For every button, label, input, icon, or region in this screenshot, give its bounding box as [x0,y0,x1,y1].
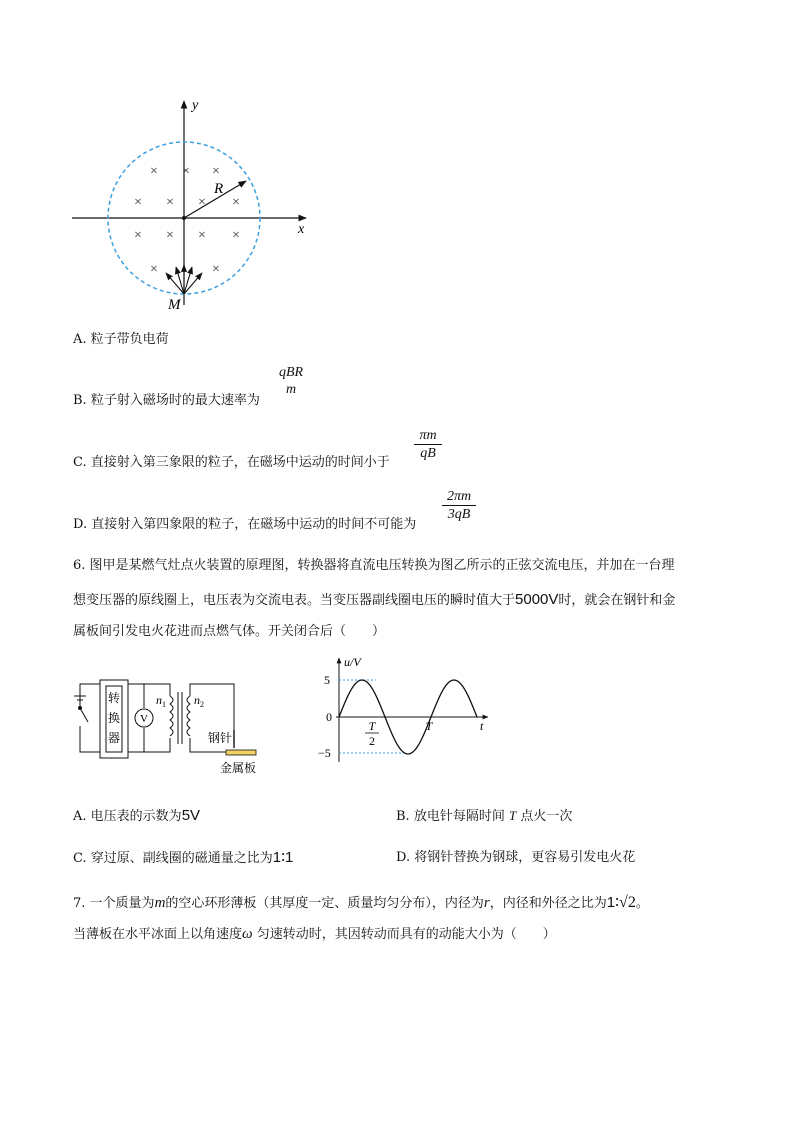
plate-label: 金属板 [220,761,257,775]
metal-plate [226,750,256,755]
tick-5: 5 [324,673,330,687]
q5-option-d[interactable]: D. 直接射入第四象限的粒子，在磁场中运动的时间不可能为 [73,517,417,532]
field-cross: × [166,228,174,243]
n2-label: $n_2$ [194,693,204,709]
field-cross: × [182,164,190,179]
field-cross: × [150,262,158,277]
tick-t: T [425,719,433,733]
q5-c-fraction: πm qB [414,427,442,462]
voltmeter-label: V [140,713,148,725]
tick-half-t-den: 2 [369,734,375,748]
q5-option-b[interactable]: B. 粒子射入磁场时的最大速率为 [73,393,260,408]
q6-option-b[interactable]: B. 放电针每隔时间 T 点火一次 [396,808,573,824]
tick-minus5: −5 [318,746,331,760]
svg-text:换: 换 [107,711,121,725]
q6-stem-line1: 6. 图甲是某燃气灶点火装置的原理图，转换器将直流电压转换为图乙所示的正弦交流电压，并加在一台理 [73,558,675,573]
field-cross: × [166,195,174,210]
radius-label: R [214,181,224,197]
q6-option-a[interactable]: A. 电压表的示数为5V [73,807,201,824]
q5-b-fraction: qBR m [278,365,304,397]
axis-y-label: y [192,98,199,113]
graph-xlabel: t [480,719,484,733]
q5-option-a[interactable]: A. 粒子带负电荷 [73,332,169,347]
axis-x-label: x [298,222,305,237]
svg-text:转: 转 [107,691,121,705]
point-m-label: M [168,297,181,313]
q6-stem-line2: 想变压器的原线圈上，电压表为交流电表。当变压器副线圈电压的瞬时值大于5000V时，就会在钢针和金 [73,591,676,608]
voltage-graph [316,654,496,764]
q6-option-c[interactable]: C. 穿过原、副线圈的磁通量之比为1∶1 [73,849,294,866]
field-cross: × [198,228,206,243]
field-cross: × [232,195,240,210]
velocity-arrows [166,265,202,294]
n1-label: $n_1$ [156,693,166,709]
field-cross: × [198,195,206,210]
field-crosses [134,164,240,277]
svg-text:器: 器 [107,731,121,745]
field-cross: × [232,228,240,243]
q5-d-fraction: 2πm 3qB [442,488,476,523]
q7-stem-line2: 当薄板在水平冰面上以角速度ω 匀速转动时，其因转动而具有的动能大小为（ ） [73,926,556,942]
converter-label [108,690,120,745]
field-cross: × [212,262,220,277]
field-cross: × [134,195,142,210]
q6-option-d[interactable]: D. 将钢针替换为钢球，更容易引发电火花 [396,850,636,865]
circuit-figure [74,672,274,782]
tick-half-t-num: T [368,719,376,733]
tick-0: 0 [326,710,332,724]
q6-stem-line3: 属板间引发电火花进而点燃气体。开关闭合后（ ） [73,624,386,639]
q7-stem-line1: 7. 一个质量为m的空心环形薄板（其厚度一定、质量均匀分布），内径为r，内径和外径之比为1∶√2。 [73,894,649,911]
magnetic-field-figure [66,95,316,315]
field-cross: × [134,228,142,243]
field-cross: × [212,164,220,179]
needle-label: 钢针 [208,731,233,745]
field-cross: × [150,164,158,179]
q5-option-c[interactable]: C. 直接射入第三象限的粒子，在磁场中运动的时间小于 [73,455,390,470]
graph-ylabel: u/V [344,655,361,669]
